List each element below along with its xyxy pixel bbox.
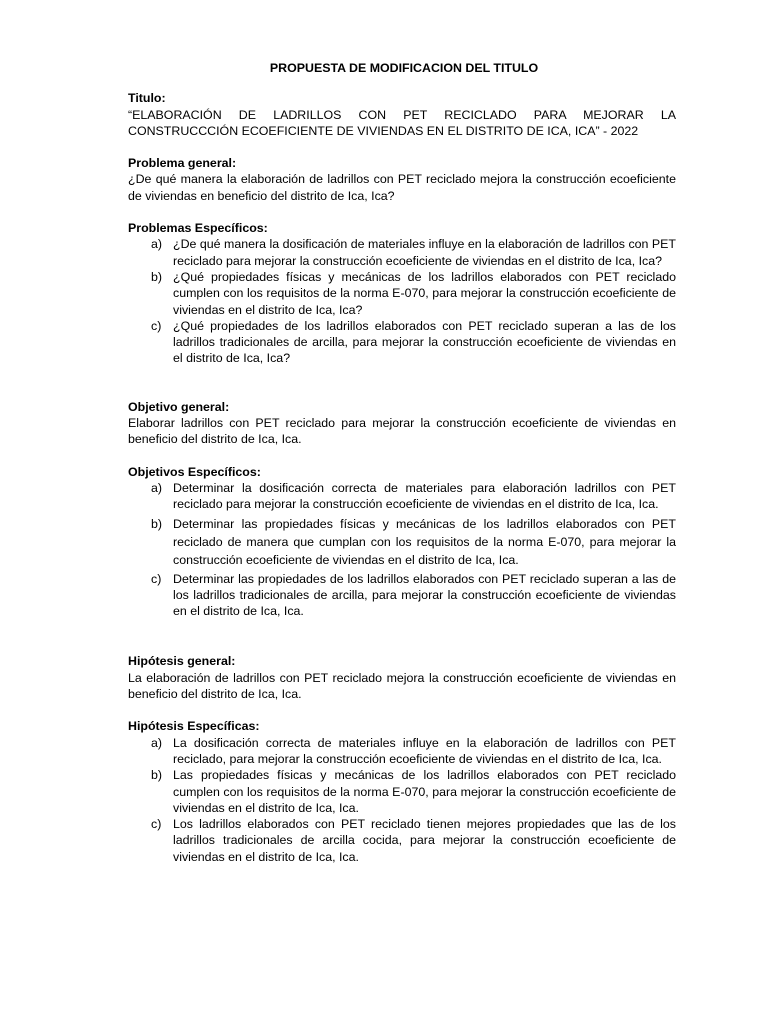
list-marker: c) <box>151 318 162 333</box>
titulo-text: “ELABORACIÓN DE LADRILLOS CON PET RECICLADO PARA MEJORAR LA CONSTRUCCCIÓN ECOEFICIENTE DE VIVIENDAS EN EL DISTRITO DE ICA, ICA” - 2022 <box>128 107 676 138</box>
objetivo-general-text: Elaborar ladrillos con PET reciclado para mejorar la construcción ecoeficiente de viviendas en beneficio del distrito de Ica, Ica. <box>128 416 676 447</box>
list-item-text: Determinar las propiedades de los ladrillos elaborados con PET reciclado superan a las de los ladrillos tradicionales de arcilla, para mejorar la construcción ecoeficiente de viviendas en el distrito de Ica, Ica. <box>173 571 676 619</box>
list-item-text: Determinar la dosificación correcta de materiales para elaboración ladrillos con PET reciclado para mejorar la construcción ecoeficiente de viviendas en el distrito de Ica, Ica. <box>173 480 676 512</box>
objetivo-general-section <box>128 399 676 448</box>
problemas-especificos-section <box>128 220 676 367</box>
list-item <box>128 735 676 768</box>
list-item <box>128 571 676 620</box>
problema-general-heading: Problema general: <box>128 156 237 171</box>
hipotesis-general-section <box>128 653 676 702</box>
hipotesis-especificas-section <box>128 718 676 865</box>
list-marker: a) <box>151 480 163 495</box>
list-marker: b) <box>151 516 163 531</box>
list-marker: a) <box>151 735 163 750</box>
problemas-especificos-heading: Problemas Específicos: <box>128 221 268 236</box>
list-item <box>128 318 676 367</box>
objetivos-especificos-section <box>128 464 676 620</box>
objetivo-general-heading: Objetivo general: <box>128 399 230 414</box>
problemas-especificos-list <box>128 236 676 366</box>
hipotesis-especificas-heading: Hipótesis Específicas: <box>128 719 260 734</box>
list-item-text: Los ladrillos elaborados con PET reciclado tienen mejores propiedades que las de los ladrillos tradicionales de arcilla cocida, para mejorar la construcción ecoeficiente de viviendas en el distrito de Ica, Ica. <box>173 817 676 864</box>
list-marker: b) <box>151 768 163 783</box>
problema-general-section <box>128 155 676 204</box>
list-item <box>128 767 676 816</box>
list-item <box>128 816 676 865</box>
page-title: PROPUESTA DE MODIFICACION DEL TITULO <box>269 61 539 75</box>
hipotesis-general-heading: Hipótesis general: <box>128 654 236 669</box>
list-marker: c) <box>151 817 162 832</box>
hipotesis-especificas-list <box>128 735 676 865</box>
list-item-text: Determinar las propiedades físicas y mecánicas de los ladrillos elaborados con PET reciclado de manera que cumplan con los requisitos de la norma E-070, para mejorar la construcción ecoeficiente de viviendas en el distrito de Ica, Ica. <box>173 516 676 567</box>
list-item-text: Las propiedades físicas y mecánicas de los ladrillos elaborados con PET reciclado cumplen con los requisitos de la norma E-070, para mejorar la construcción ecoeficiente de viviendas en el distrito de Ica, Ica. <box>173 768 676 815</box>
hipotesis-general-text: La elaboración de ladrillos con PET reciclado mejora la construcción ecoeficiente de viviendas en beneficio del distrito de Ica, Ica. <box>128 670 676 702</box>
list-item <box>128 236 676 269</box>
list-marker: b) <box>151 269 163 284</box>
list-marker: c) <box>151 571 162 586</box>
list-item-text: ¿Qué propiedades físicas y mecánicas de los ladrillos elaborados con PET reciclado cumplen con los requisitos de la norma E-070, para mejorar la construcción ecoeficiente de viviendas en el distrito de Ica, Ica? <box>173 269 676 317</box>
list-item <box>128 515 676 569</box>
titulo-section <box>128 90 676 139</box>
list-item <box>128 269 676 318</box>
list-item-text: ¿Qué propiedades de los ladrillos elaborados con PET reciclado superan a las de los ladrillos tradicionales de arcilla, para mejorar la construcción ecoeficiente de viviendas en el distrito de Ica, Ica? <box>173 318 676 366</box>
objetivos-especificos-list <box>128 480 676 619</box>
list-marker: a) <box>151 237 163 252</box>
list-item-text: La dosificación correcta de materiales influye en la elaboración de ladrillos con PET reciclado, para mejorar la construcción ecoeficiente de viviendas en el distrito de Ica, Ica. <box>173 735 676 766</box>
problema-general-text: ¿De qué manera la elaboración de ladrillos con PET reciclado mejora la construcción ecoeficiente de viviendas en beneficio del distrito de Ica, Ica? <box>128 172 676 203</box>
objetivos-especificos-heading: Objetivos Específicos: <box>128 464 261 479</box>
list-item-text: ¿De qué manera la dosificación de materiales influye en la elaboración de ladrillos con PET reciclado para mejorar la construcción ecoeficiente de viviendas en el distrito de Ica, Ica? <box>173 237 676 268</box>
list-item <box>128 480 676 513</box>
titulo-heading: Titulo: <box>128 91 166 106</box>
